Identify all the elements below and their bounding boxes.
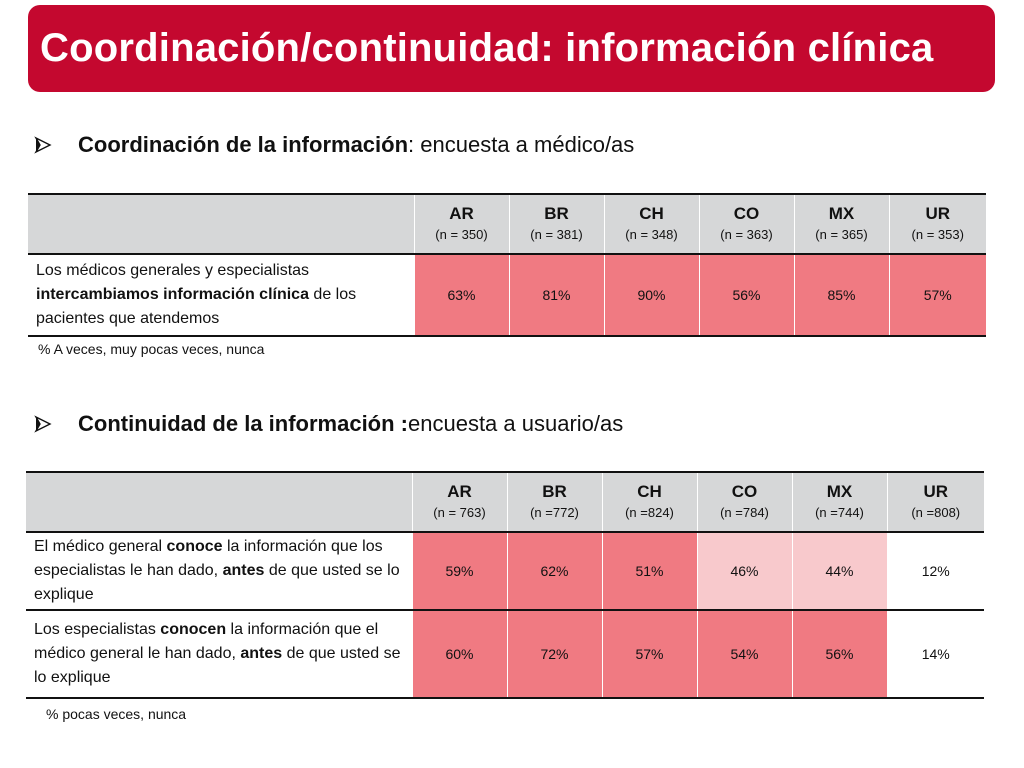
value-cell: 56% xyxy=(699,254,794,336)
value-cell: 57% xyxy=(889,254,986,336)
arrow-bullet-icon xyxy=(34,415,62,433)
table-row xyxy=(26,610,984,698)
value-cell: 46% xyxy=(697,532,792,610)
section2-heading-rest: encuesta a usuario/as xyxy=(408,411,624,436)
value-cell: 85% xyxy=(794,254,889,336)
arrow-bullet-icon xyxy=(34,136,62,154)
column-header: CH (n =824) xyxy=(602,472,697,532)
row-label: Los médicos generales y especialistas intercambiamos información clínica de los pacientes que atendemos xyxy=(28,254,414,336)
column-header: BR (n =772) xyxy=(507,472,602,532)
column-header: CH (n = 348) xyxy=(604,194,699,254)
section1-heading-rest: : encuesta a médico/as xyxy=(408,132,635,157)
column-header: BR (n = 381) xyxy=(509,194,604,254)
value-cell: 81% xyxy=(509,254,604,336)
column-header: MX (n =744) xyxy=(792,472,887,532)
value-cell: 72% xyxy=(507,610,602,698)
value-cell: 54% xyxy=(697,610,792,698)
row-label: Los especialistas conocen la información que el médico general le han dado, antes de que usted se lo explique xyxy=(26,610,412,698)
column-header: AR (n = 763) xyxy=(412,472,507,532)
section1-heading-bold: Coordinación de la información xyxy=(78,132,409,157)
title-banner xyxy=(28,5,995,92)
column-header: MX (n = 365) xyxy=(794,194,889,254)
value-cell: 63% xyxy=(414,254,509,336)
column-header: UR (n = 353) xyxy=(889,194,986,254)
value-cell: 51% xyxy=(602,532,697,610)
section2-heading xyxy=(34,411,623,437)
physician-survey-table xyxy=(28,193,986,337)
section2-heading-bold: Continuidad de la información : xyxy=(78,411,408,436)
value-cell: 14% xyxy=(887,610,984,698)
table-header-row xyxy=(26,472,984,532)
table-row xyxy=(28,254,986,336)
column-header: UR (n =808) xyxy=(887,472,984,532)
value-cell: 59% xyxy=(412,532,507,610)
header-corner xyxy=(26,472,412,532)
section1-heading xyxy=(34,132,634,158)
table2-footnote: % pocas veces, nunca xyxy=(46,706,187,722)
column-header: AR (n = 350) xyxy=(414,194,509,254)
table1-footnote: % A veces, muy pocas veces, nunca xyxy=(38,341,265,357)
table-row xyxy=(26,532,984,610)
value-cell: 62% xyxy=(507,532,602,610)
column-header: CO (n = 363) xyxy=(699,194,794,254)
patient-survey-table xyxy=(26,471,984,699)
row-label: El médico general conoce la información que los especialistas le han dado, antes de que usted se lo explique xyxy=(26,532,412,610)
value-cell: 44% xyxy=(792,532,887,610)
value-cell: 57% xyxy=(602,610,697,698)
page-title: Coordinación/continuidad: información clínica xyxy=(40,26,934,70)
value-cell: 60% xyxy=(412,610,507,698)
value-cell: 12% xyxy=(887,532,984,610)
header-corner xyxy=(28,194,414,254)
value-cell: 90% xyxy=(604,254,699,336)
table-header-row xyxy=(28,194,986,254)
column-header: CO (n =784) xyxy=(697,472,792,532)
value-cell: 56% xyxy=(792,610,887,698)
